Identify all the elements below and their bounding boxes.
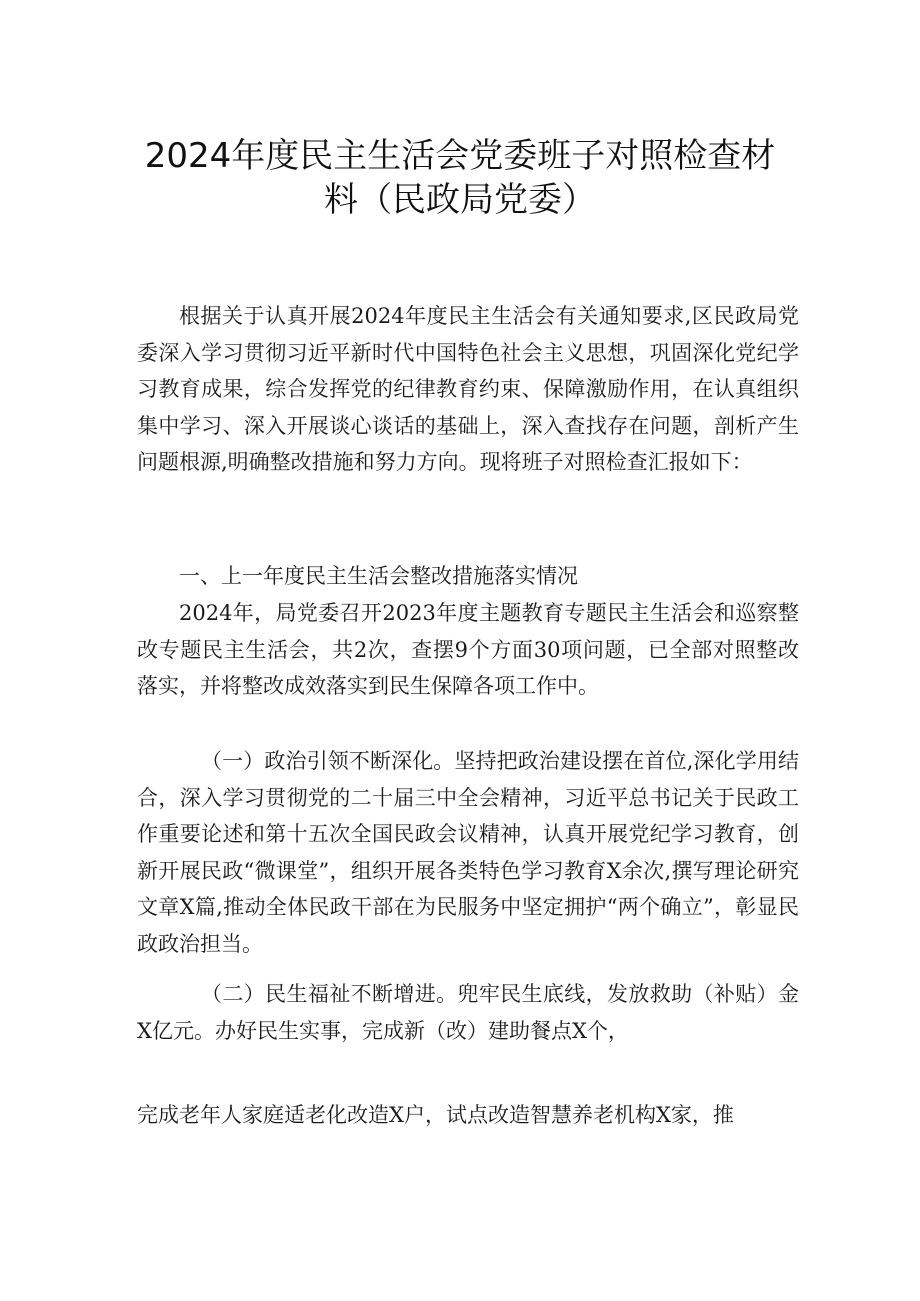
intro-paragraph: 根据关于认真开展2024年度民主生活会有关通知要求,区民政局党委深入学习贯彻习近平新时代中国特色社会主义思想，巩固深化党纪学习教育成果，综合发挥党的纪律教育约束、保障激励作用，在认真组织集中学习、深入开展谈心谈话的基础上，深入查找存在问题，剖析产生问题根源,明确整改措施和努力方向。现将班子对照检查汇报如下： [137,304,799,475]
section-heading-1: 一、上一年度民主生活会整改措施落实情况 [179,564,578,588]
subsection-livelihood: （二）民生福祉不断增进。兜牢民生底线，发放救助（补贴）金X亿元。办好民生实事，完成新（改）建助餐点X个， [137,982,799,1043]
continued-paragraph: 完成老年人家庭适老化改造X户，试点改造智慧养老机构X家，推 [137,1103,734,1127]
subsection-political-guidance: （一）政治引领不断深化。坚持把政治建设摆在首位,深化学用结合，深入学习贯彻党的二十届三中全会精神，习近平总书记关于民政工作重要论述和第十五次全国民政会议精神，认真开展党纪学习教育，创新开展民政“微课堂”，组织开展各类特色学习教育X余次,撰写理论研究文章X篇,推动全体民政干部在为民服务中坚定拥护“两个确立”，彰显民政政治担当。 [137,749,799,956]
summary-paragraph: 2024年，局党委召开2023年度主题教育专题民主生活会和巡察整改专题民主生活会，共2次，查摆9个方面30项问题，已全部对照整改落实，并将整改成效落实到民生保障各项工作中。 [137,601,799,699]
document-title-line-2: 料（民政局党委） [324,180,596,220]
document-title-line-1: 2024年度民主生活会党委班子对照检查材 [144,136,776,176]
